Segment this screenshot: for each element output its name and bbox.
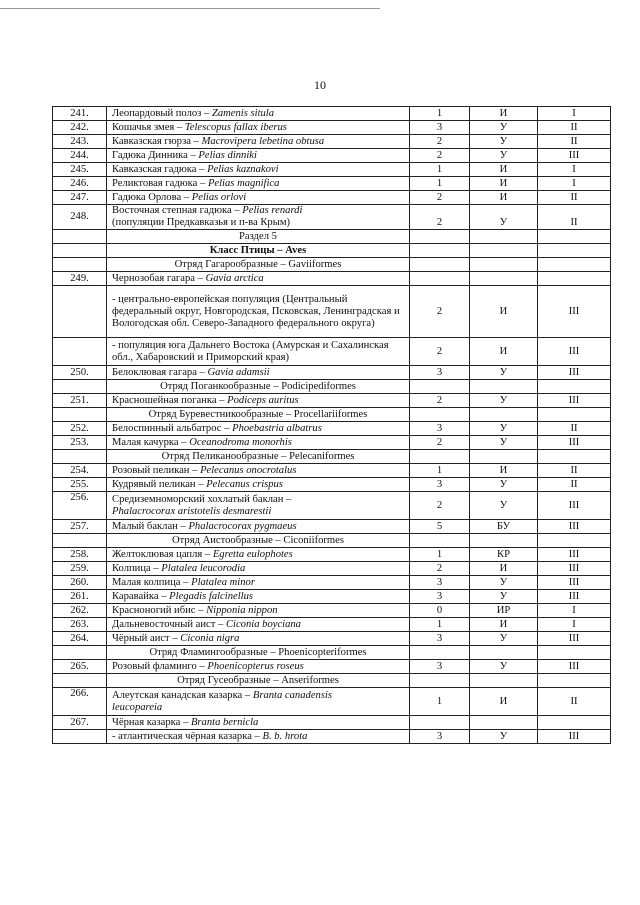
species-name-cell (107, 338, 410, 366)
order-heading: Отряд Фламингообразные – Phoenicopteriformes (107, 646, 410, 660)
species-name-cell (107, 716, 410, 730)
russian-name: Кавказская гюрза – (112, 135, 202, 147)
number-cell: 252. (53, 422, 107, 436)
priority-cell: III (538, 286, 611, 338)
russian-name: Гадюка Динника – (112, 149, 199, 161)
category-cell: У (470, 121, 538, 135)
category-cell: У (470, 422, 538, 436)
status-cell: 3 (410, 576, 470, 590)
number-cell (53, 244, 107, 258)
latin-name: Gavia adamsii (207, 366, 270, 378)
latin-name: Platalea leucorodia (161, 562, 246, 574)
table-row (53, 576, 611, 590)
species-name-cell (107, 163, 410, 177)
table-row (53, 205, 611, 230)
species-name-cell (107, 590, 410, 604)
table-row (53, 632, 611, 646)
latin-name: Oceanodroma monorhis (189, 436, 292, 448)
latin-name: Pelecanus onocrotalus (200, 464, 297, 476)
table-row (53, 380, 611, 394)
number-cell (53, 338, 107, 366)
status-cell: 2 (410, 286, 470, 338)
status-cell: 3 (410, 478, 470, 492)
class-heading: Класс Птицы – Aves (107, 244, 410, 258)
category-cell (470, 272, 538, 286)
species-subpopulation: - центрально-европейская популяция (Центральный федеральный округ, Новгородская, Псковская, Ленинградская и Вологодская обл. Северо-Западного федерального округа) (112, 293, 400, 329)
status-cell: 3 (410, 632, 470, 646)
russian-name: Дальневосточный аист – (112, 618, 226, 630)
priority-cell: III (538, 548, 611, 562)
status-cell (410, 272, 470, 286)
species-name-cell (107, 688, 410, 716)
category-cell: У (470, 632, 538, 646)
table-row (53, 590, 611, 604)
number-cell: 264. (53, 632, 107, 646)
category-cell: И (470, 618, 538, 632)
russian-name: Белоклювая гагара – (112, 366, 208, 378)
table-row (53, 464, 611, 478)
priority-cell: I (538, 177, 611, 191)
table-row (53, 730, 611, 744)
number-cell: 245. (53, 163, 107, 177)
status-cell: 1 (410, 688, 470, 716)
status-cell: 1 (410, 177, 470, 191)
latin-name: Pelias magnifica (207, 177, 280, 189)
latin-name: Telescopus fallax iberus (184, 121, 287, 133)
status-cell: 1 (410, 618, 470, 632)
priority-cell: III (538, 520, 611, 534)
latin-name: Egretta eulophotes (212, 548, 293, 560)
category-cell (470, 380, 538, 394)
russian-name: Розовый пеликан – (112, 464, 201, 476)
priority-cell: III (538, 562, 611, 576)
table-row (53, 244, 611, 258)
table-row (53, 688, 611, 716)
table-body (53, 107, 611, 744)
latin-name: Pelias orlovi (191, 191, 247, 203)
species-name-cell (107, 464, 410, 478)
status-cell (410, 230, 470, 244)
number-cell: 259. (53, 562, 107, 576)
species-subpopulation: - популяция юга Дальнего Востока (Амурская и Сахалинская обл., Хабаровский и Приморский края) (112, 339, 389, 363)
number-cell: 266. (53, 688, 107, 716)
category-cell (470, 408, 538, 422)
status-cell (410, 716, 470, 730)
status-cell (410, 450, 470, 464)
page-number: 10 (314, 78, 326, 92)
species-name-cell (107, 730, 410, 744)
order-heading: Отряд Гусеобразные – Anseriformes (107, 674, 410, 688)
number-cell (53, 646, 107, 660)
latin-name: Phoenicopterus roseus (207, 660, 304, 672)
russian-name: Желтоклювая цапля – (112, 548, 213, 560)
category-cell: И (470, 464, 538, 478)
latin-name: Phalacrocorax pygmaeus (188, 520, 297, 532)
category-cell (470, 230, 538, 244)
russian-name: Каравайка – (112, 590, 170, 602)
category-cell (470, 244, 538, 258)
species-name-cell (107, 492, 410, 520)
number-cell: 255. (53, 478, 107, 492)
species-name-cell (107, 121, 410, 135)
species-name-cell (107, 191, 410, 205)
species-name-cell (107, 107, 410, 121)
table-row (53, 436, 611, 450)
category-cell: ИР (470, 604, 538, 618)
species-name-cell (107, 135, 410, 149)
table-row (53, 107, 611, 121)
russian-name: Красношейная поганка – (112, 394, 228, 406)
priority-cell: III (538, 338, 611, 366)
table-row (53, 163, 611, 177)
number-cell: 257. (53, 520, 107, 534)
species-name-cell (107, 286, 410, 338)
species-name-cell (107, 149, 410, 163)
priority-cell: III (538, 730, 611, 744)
category-cell (470, 450, 538, 464)
russian-name: Малый баклан – (112, 520, 189, 532)
priority-cell (538, 716, 611, 730)
priority-cell: II (538, 135, 611, 149)
russian-name: Кошачья змея – (112, 121, 185, 133)
russian-name: Кавказская гадюка – (112, 163, 208, 175)
order-heading: Отряд Гагарообразные – Gaviiformes (107, 258, 410, 272)
status-cell: 5 (410, 520, 470, 534)
latin-name: Zamenis situla (211, 107, 275, 119)
status-cell: 1 (410, 464, 470, 478)
latin-name: Pelias dinniki (198, 149, 257, 161)
latin-name: Pelias renardi (242, 205, 303, 216)
number-cell: 249. (53, 272, 107, 286)
priority-cell (538, 674, 611, 688)
priority-cell (538, 272, 611, 286)
russian-name: Чернозобая гагара – (112, 272, 206, 284)
status-cell: 1 (410, 163, 470, 177)
category-cell: И (470, 107, 538, 121)
category-cell: У (470, 366, 538, 380)
status-cell (410, 380, 470, 394)
number-cell: 262. (53, 604, 107, 618)
number-cell (53, 730, 107, 744)
russian-name: Белоспинный альбатрос – (112, 422, 233, 434)
russian-name: Алеутская канадская казарка – (112, 689, 253, 701)
number-cell (53, 408, 107, 422)
species-name-cell (107, 177, 410, 191)
latin-name: leucopareia (112, 701, 163, 713)
russian-name: Реликтовая гадюка – (112, 177, 208, 189)
latin-name: Ciconia boyciana (225, 618, 301, 630)
status-cell: 2 (410, 394, 470, 408)
status-cell: 0 (410, 604, 470, 618)
species-name-cell (107, 576, 410, 590)
russian-name: Леопардовый полоз – (112, 107, 212, 119)
species-name-cell (107, 422, 410, 436)
category-cell: И (470, 338, 538, 366)
latin-name: Platalea minor (191, 576, 255, 588)
status-cell: 2 (410, 436, 470, 450)
number-cell (53, 450, 107, 464)
top-rule (0, 8, 380, 9)
species-name-cell (107, 272, 410, 286)
status-cell: 3 (410, 422, 470, 436)
priority-cell: II (538, 464, 611, 478)
priority-cell: III (538, 590, 611, 604)
table-row (53, 286, 611, 338)
order-heading: Отряд Пеликанообразные – Pelecaniformes (107, 450, 410, 464)
category-cell: У (470, 730, 538, 744)
number-cell: 251. (53, 394, 107, 408)
category-cell: У (470, 394, 538, 408)
priority-cell: II (538, 205, 611, 230)
species-name-cell (107, 562, 410, 576)
russian-name: Малая колпица – (112, 576, 192, 588)
category-cell: БУ (470, 520, 538, 534)
russian-name: Гадюка Орлова – (112, 191, 192, 203)
species-name-cell (107, 436, 410, 450)
status-cell: 3 (410, 590, 470, 604)
latin-name: B. b. hrota (262, 730, 308, 742)
species-name-cell (107, 478, 410, 492)
table-row (53, 272, 611, 286)
species-name-cell (107, 618, 410, 632)
category-cell: У (470, 135, 538, 149)
number-cell: 246. (53, 177, 107, 191)
category-cell: У (470, 436, 538, 450)
table-row (53, 450, 611, 464)
status-cell: 2 (410, 205, 470, 230)
russian-name: Малая качурка – (112, 436, 190, 448)
table-row (53, 366, 611, 380)
category-cell: У (470, 205, 538, 230)
priority-cell: II (538, 688, 611, 716)
table-row (53, 646, 611, 660)
species-name-cell (107, 604, 410, 618)
number-cell (53, 230, 107, 244)
latin-name: Phalacrocorax aristotelis desmarestii (112, 505, 272, 517)
latin-name: Podiceps auritus (227, 394, 299, 406)
number-cell: 256. (53, 492, 107, 520)
table-row (53, 422, 611, 436)
table-row (53, 674, 611, 688)
priority-cell: II (538, 422, 611, 436)
status-cell: 2 (410, 149, 470, 163)
number-cell: 258. (53, 548, 107, 562)
order-heading: Отряд Поганкообразные – Podicipediformes (107, 380, 410, 394)
species-name-cell (107, 548, 410, 562)
status-cell (410, 646, 470, 660)
russian-name: Восточная степная гадюка – (112, 205, 243, 216)
category-cell: И (470, 163, 538, 177)
species-name-cell (107, 205, 410, 230)
category-cell: И (470, 688, 538, 716)
table-row (53, 177, 611, 191)
order-heading: Отряд Буревестникообразные – Procellariiformes (107, 408, 410, 422)
number-cell: 265. (53, 660, 107, 674)
category-cell: И (470, 177, 538, 191)
table-row (53, 258, 611, 272)
latin-name: Macrovipera lebetina obtusa (201, 135, 325, 147)
priority-cell: I (538, 107, 611, 121)
priority-cell: III (538, 436, 611, 450)
table-row (53, 394, 611, 408)
table-row (53, 135, 611, 149)
priority-cell: III (538, 394, 611, 408)
number-cell: 263. (53, 618, 107, 632)
number-cell (53, 286, 107, 338)
status-cell: 2 (410, 562, 470, 576)
status-cell: 1 (410, 548, 470, 562)
category-cell: КР (470, 548, 538, 562)
category-cell: У (470, 590, 538, 604)
table-row (53, 149, 611, 163)
number-cell: 241. (53, 107, 107, 121)
category-cell: У (470, 492, 538, 520)
number-cell: 260. (53, 576, 107, 590)
species-table (52, 106, 611, 744)
priority-cell: III (538, 149, 611, 163)
number-cell (53, 674, 107, 688)
table-row (53, 618, 611, 632)
order-heading: Отряд Аистообразные – Ciconiiformes (107, 534, 410, 548)
category-cell (470, 716, 538, 730)
status-cell: 1 (410, 107, 470, 121)
latin-name: Phoebastria albatrus (232, 422, 322, 434)
priority-cell: III (538, 660, 611, 674)
species-name-cell (107, 660, 410, 674)
latin-name: Pelias kaznakovi (207, 163, 279, 175)
latin-name: Branta bernicla (190, 716, 259, 728)
table-row (53, 534, 611, 548)
russian-name: Розовый фламинго – (112, 660, 208, 672)
russian-name: Красноногий ибис – (112, 604, 207, 616)
priority-cell (538, 646, 611, 660)
table-row (53, 604, 611, 618)
priority-cell (538, 244, 611, 258)
species-subpopulation: - атлантическая чёрная казарка – (112, 730, 263, 742)
category-cell: У (470, 149, 538, 163)
number-cell: 253. (53, 436, 107, 450)
priority-cell (538, 380, 611, 394)
priority-cell: II (538, 478, 611, 492)
status-cell (410, 244, 470, 258)
number-cell (53, 534, 107, 548)
russian-name: Кудрявый пеликан – (112, 478, 207, 490)
number-cell: 247. (53, 191, 107, 205)
category-cell (470, 674, 538, 688)
category-cell: И (470, 286, 538, 338)
number-cell: 267. (53, 716, 107, 730)
table-row (53, 338, 611, 366)
category-cell: И (470, 562, 538, 576)
category-cell: И (470, 191, 538, 205)
priority-cell (538, 534, 611, 548)
species-name-cell (107, 520, 410, 534)
status-cell: 2 (410, 135, 470, 149)
priority-cell: I (538, 604, 611, 618)
table-row (53, 121, 611, 135)
priority-cell: I (538, 163, 611, 177)
status-cell: 3 (410, 366, 470, 380)
priority-cell (538, 230, 611, 244)
priority-cell: II (538, 191, 611, 205)
status-cell (410, 674, 470, 688)
number-cell (53, 380, 107, 394)
number-cell: 242. (53, 121, 107, 135)
russian-name: Средиземноморский хохлатый баклан – (112, 493, 292, 505)
russian-name: Чёрный аист – (112, 632, 181, 644)
number-cell: 250. (53, 366, 107, 380)
priority-cell: III (538, 492, 611, 520)
table-row (53, 562, 611, 576)
section-heading: Раздел 5 (107, 230, 410, 244)
category-cell: У (470, 478, 538, 492)
number-cell: 261. (53, 590, 107, 604)
table-row (53, 478, 611, 492)
species-name-cell (107, 632, 410, 646)
number-cell: 248. (53, 205, 107, 230)
status-cell: 2 (410, 191, 470, 205)
category-cell: У (470, 660, 538, 674)
latin-name: Ciconia nigra (180, 632, 240, 644)
number-cell: 243. (53, 135, 107, 149)
table-row (53, 230, 611, 244)
priority-cell: II (538, 121, 611, 135)
status-cell (410, 408, 470, 422)
table-row (53, 520, 611, 534)
number-cell (53, 258, 107, 272)
table-row (53, 492, 611, 520)
table-row (53, 660, 611, 674)
species-name-cell (107, 394, 410, 408)
number-cell: 254. (53, 464, 107, 478)
russian-name: Чёрная казарка – (112, 716, 191, 728)
priority-cell (538, 450, 611, 464)
category-cell (470, 534, 538, 548)
priority-cell: III (538, 366, 611, 380)
category-cell (470, 258, 538, 272)
priority-cell (538, 258, 611, 272)
latin-name: Pelecanus crispus (206, 478, 283, 490)
category-cell (470, 646, 538, 660)
latin-name: Branta canadensis (252, 689, 333, 701)
latin-name: Gavia arctica (205, 272, 264, 284)
table-row (53, 408, 611, 422)
status-cell (410, 258, 470, 272)
priority-cell (538, 408, 611, 422)
status-cell: 2 (410, 338, 470, 366)
table-row (53, 191, 611, 205)
number-cell: 244. (53, 149, 107, 163)
status-cell: 2 (410, 492, 470, 520)
population-note: (популяции Предкавказья и п-ва Крым) (112, 217, 291, 228)
table-row (53, 548, 611, 562)
table-row (53, 716, 611, 730)
status-cell: 3 (410, 730, 470, 744)
latin-name: Nipponia nippon (206, 604, 278, 616)
latin-name: Plegadis falcinellus (169, 590, 254, 602)
status-cell (410, 534, 470, 548)
priority-cell: III (538, 576, 611, 590)
priority-cell: III (538, 632, 611, 646)
priority-cell: I (538, 618, 611, 632)
status-cell: 3 (410, 660, 470, 674)
status-cell: 3 (410, 121, 470, 135)
species-name-cell (107, 366, 410, 380)
russian-name: Колпица – (112, 562, 162, 574)
category-cell: У (470, 576, 538, 590)
